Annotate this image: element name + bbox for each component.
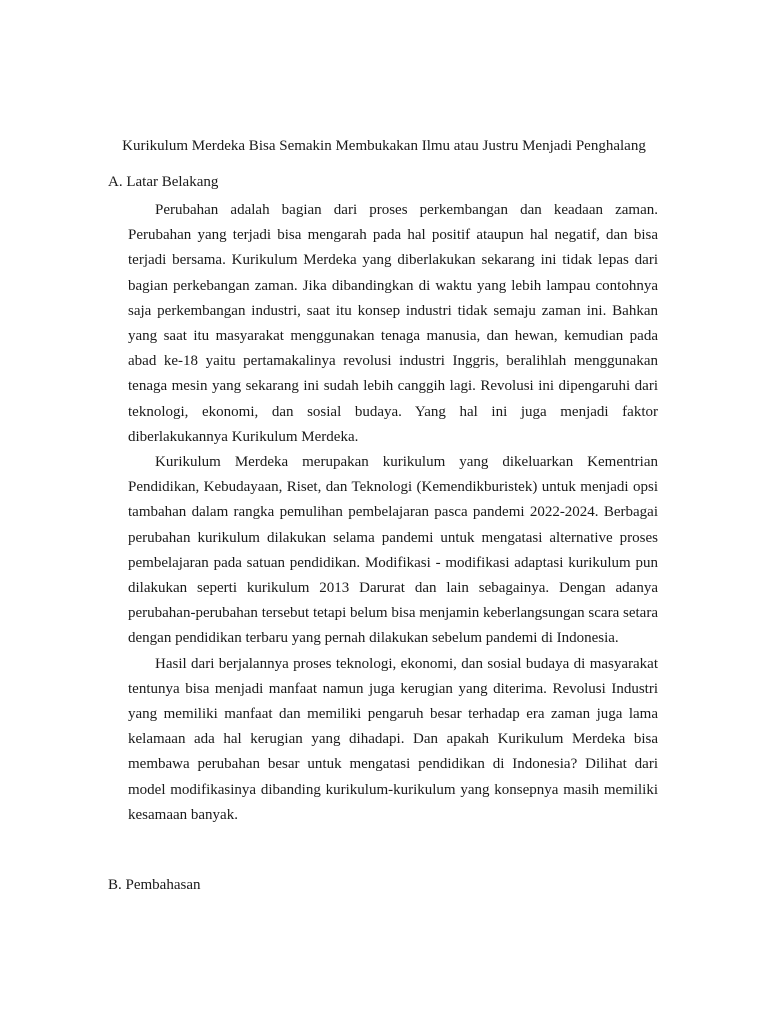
paragraph: Kurikulum Merdeka merupakan kurikulum yang dikeluarkan Kementrian Pendidikan, Kebudayaan, Riset, dan Teknologi (Kemendikburistek) untuk menjadi opsi tambahan dalam rangka pemulihan pembelajaran pasca pandemi 2022-2024. Berbagai perubahan kurikulum dilakukan selama pandemi untuk mengatasi alternative proses pembelajaran pada satuan pendidikan. Modifikasi - modifikasi adaptasi kurikulum pun dilakukan seperti kurikulum 2013 Darurat dan lain sebagainya. Dengan adanya perubahan-perubahan tersebut tetapi belum bisa menjamin keberlangsungan scara setara dengan pendidikan terbaru yang pernah dilakukan sebelum pandemi di Indonesia. [128, 454, 658, 647]
paragraph: Hasil dari berjalannya proses teknologi, ekonomi, dan sosial budaya di masyarakat tentunya bisa menjadi manfaat namun juga kerugian yang diterima. Revolusi Industri yang memiliki manfaat dan memiliki pengaruh besar terhadap era zaman juga lama kelamaan ada hal kerugian yang dihadapi. Dan apakah Kurikulum Merdeka bisa membawa perubahan besar untuk mengatasi pendidikan di Indonesia? Dilihat dari model modifikasinya dibanding kurikulum-kurikulum yang konsepnya masih memiliki kesamaan banyak. [128, 655, 658, 823]
section-body-latar-belakang [128, 198, 658, 828]
document-title: Kurikulum Merdeka Bisa Semakin Membukakan Ilmu atau Justru Menjadi Penghalang [122, 138, 646, 154]
section-heading-pembahasan: B. Pembahasan [108, 877, 201, 893]
section-heading-latar-belakang: A. Latar Belakang [108, 174, 219, 190]
paragraph: Perubahan adalah bagian dari proses perkembangan dan keadaan zaman. Perubahan yang terjadi bisa mengarah pada hal positif ataupun hal negatif, dan bisa terjadi bersama. Kurikulum Merdeka yang diberlakukan sekarang ini tidak lepas dari bagian perkebangan zaman. Jika dibandingkan di waktu yang lebih lampau contohnya saja perkembangan industri, saat itu konsep industri tidak semaju zaman ini. Bahkan yang saat itu masyarakat menggunakan tenaga manusia, dan hewan, kemudian pada abad ke-18 yaitu pertamakalinya revolusi industri Inggris, beralihlah menggunakan tenaga mesin yang sekarang ini sudah lebih canggih lagi. Revolusi ini dipengaruhi dari teknologi, ekonomi, dan sosial budaya. Yang hal ini juga menjadi faktor diberlakukannya Kurikulum Merdeka. [128, 202, 658, 445]
